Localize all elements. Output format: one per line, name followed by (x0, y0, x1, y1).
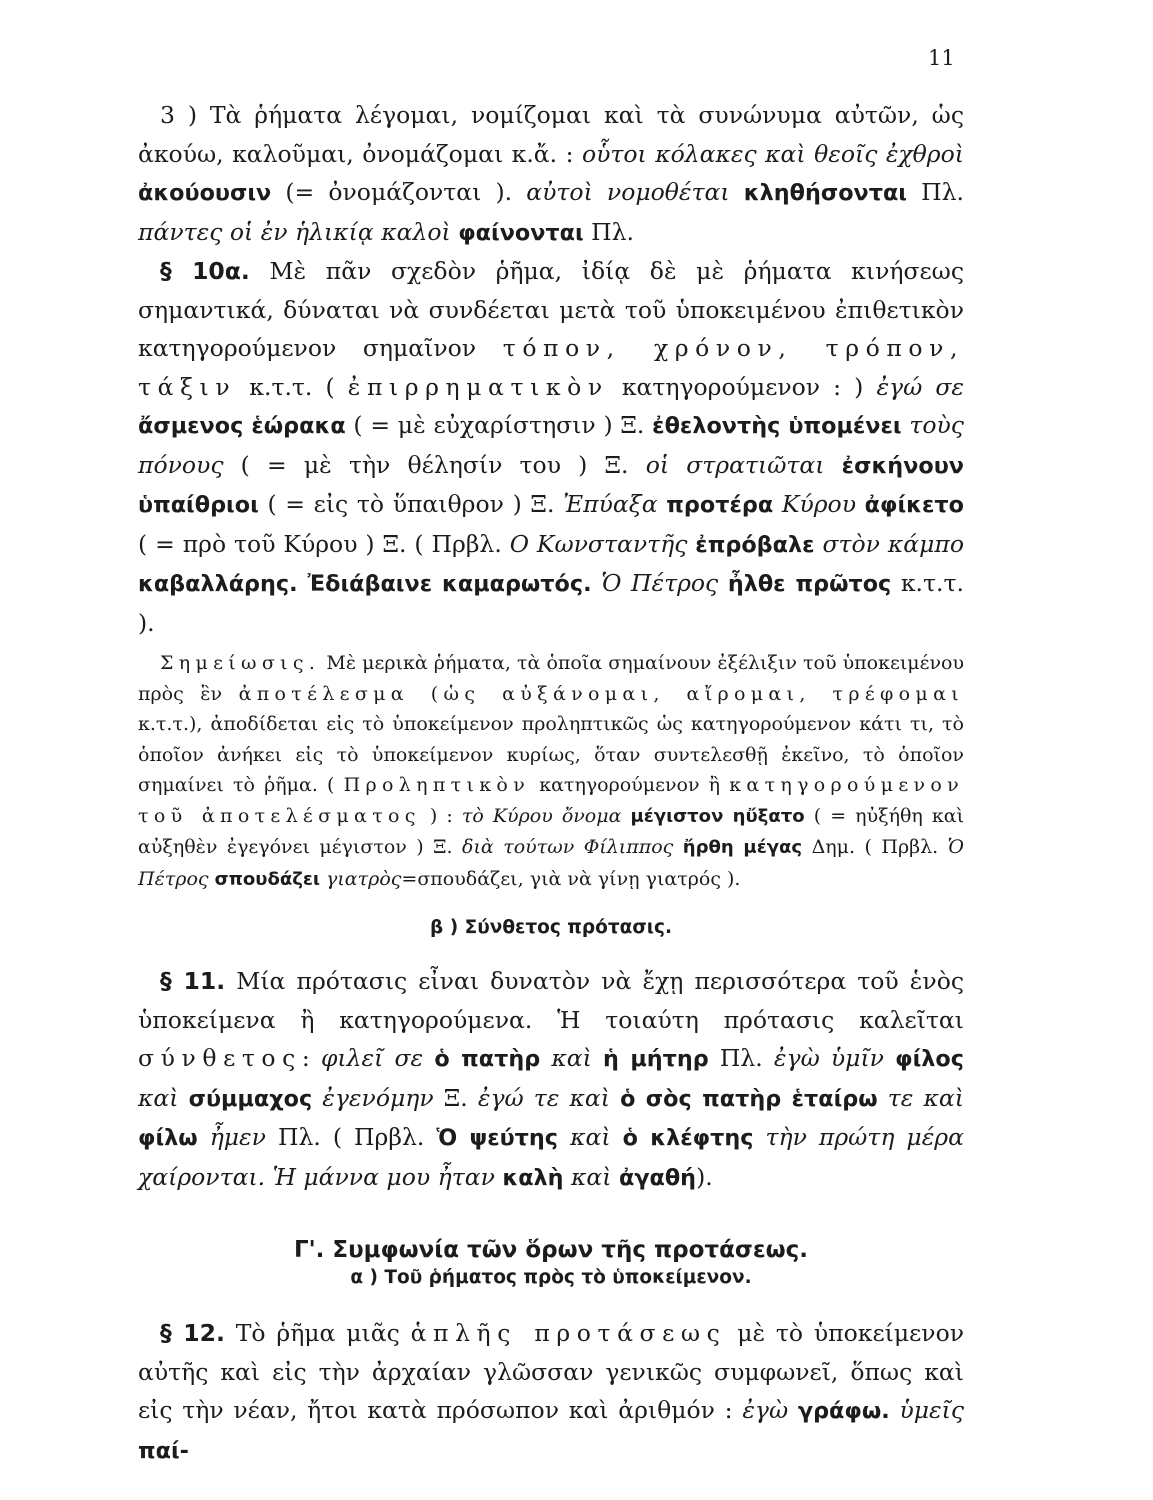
note-label: Σημείωσις. (160, 652, 321, 674)
heading-verb-subject: α ) Τοῦ ῥήματος πρὸς τὸ ὑποκείμενον. (350, 1267, 752, 1288)
section-11: § 11. Μία πρότασις εἶναι δυνατὸν νὰ ἔχῃ περισσότερα τοῦ ἑνὸς ὑποκείμενα ἢ κατηγορούμενα. Ἡ τοιαύτη πρότασις καλεῖται σύνθετος: φιλεῖ σε ὁ πατὴρ καὶ ἡ μήτηρ Πλ. ἐγὼ ὑμῖν φίλος καὶ σύμμαχος ἐγενόμην Ξ. ἐγώ τε καὶ ὁ σὸς πατὴρ ἑταίρω τε καὶ φίλω ἦμεν Πλ. ( Πρβλ. Ὁ ψεύτης καὶ ὁ κλέφτης τὴν πρώτη μέρα χαίρονται. Ἡ μάννα μου ἦταν καλὴ καὶ ἀγαθή). (138, 967, 965, 1191)
page-body (138, 96, 964, 1470)
section-12: § 12. Τὸ ῥῆμα μιᾶς ἁπλῆς προτάσεως μὲ τὸ ὑποκείμενον αὐτῆς καὶ εἰς τὴν ἀρχαίαν γλῶσσαν γενικῶς συμφωνεῖ, ὅπως καὶ εἰς τὴν νέαν, ἤτοι κατὰ πρόσωπον καὶ ἀριθμόν : ἐγὼ γράφω. ὑμεῖς παί- (138, 1319, 965, 1464)
note-paragraph: Σημείωσις. Μὲ μερικὰ ῥήματα, τὰ ὁποῖα σημαίνουν ἐξέλιξιν τοῦ ὑποκειμένου πρὸς ἓν ἀποτέλεσμα (ὡς αὐξάνομαι, αἴρομαι, τρέφομαι κ.τ.τ.), ἀποδίδεται εἰς τὸ ὑποκείμενον προληπτικῶς ὡς κατηγορούμενον κάτι τι, τὸ ὁποῖον ἀνήκει εἰς τὸ ὑποκείμενον κυρίως, ὅταν συντελεσθῇ ἐκεῖνο, τὸ ὁποῖον σημαίνει τὸ ῥῆμα. ( Προληπτικὸν κατηγορούμενον ἢ κατηγορούμενον τοῦ ἀποτελέσματος ) : τὸ Κύρου ὄνομα μέγιστον ηὔξατο ( = ηὐξήθη καὶ αὐξηθὲν ἐγεγόνει μέγιστον ) Ξ. διὰ τούτων Φίλιππος ἤρθη μέγας Δημ. ( Πρβλ. Ὁ Πέτρος σπουδάζει γιατρὸς=σπουδάζει, γιὰ νὰ γίνῃ γιατρός ). (138, 652, 965, 890)
heading-agreement: Γ'. Συμφωνία τῶν ὅρων τῆς προτάσεως. (293, 1237, 808, 1263)
section-mark: § 11. (160, 967, 226, 995)
section-mark: § 12. (160, 1319, 225, 1347)
heading-compound-sentence: β ) Σύνθετος πρότασις. (430, 917, 672, 938)
paragraph-3: 3 ) Τὰ ῥήματα λέγομαι, νομίζομαι καὶ τὰ συνώνυμα αὐτῶν, ὡς ἀκούω, καλοῦμαι, ὀνομάζομαι κ.ἄ. : οὗτοι κόλακες καὶ θεοῖς ἐχθροὶ ἀκούουσιν (= ὀνομάζονται ). αὐτοὶ νομοθέται κληθήσονται Πλ. πάντες οἱ ἐν ἡλικίᾳ καλοὶ φαίνονται Πλ. (138, 101, 965, 246)
section-mark: § 10α. (160, 257, 250, 285)
section-10a: § 10α. Μὲ πᾶν σχεδὸν ῥῆμα, ἰδίᾳ δὲ μὲ ῥήματα κινήσεως σημαντικά, δύναται νὰ συνδέεται μετὰ τοῦ ὑποκειμένου ἐπιθετικὸν κατηγορούμενον σημαῖνον τόπον, χρόνον, τρόπον, τάξιν κ.τ.τ. ( ἐπιρρηματικὸν κατηγορούμενον : ) ἐγώ σε ἄσμενος ἑώρακα ( = μὲ εὐχαρίστησιν ) Ξ. ἐθελοντὴς ὑπομένει τοὺς πόνους ( = μὲ τὴν θέλησίν του ) Ξ. οἱ στρατιῶται ἐσκήνουν ὑπαίθριοι ( = εἰς τὸ ὕπαιθρον ) Ξ. Ἐπύαξα προτέρα Κύρου ἀφίκετο ( = πρὸ τοῦ Κύρου ) Ξ. ( Πρβλ. Ο Κωνσταντῆς ἐπρόβαλε στὸν κάμπο καβαλλάρης. Ἐδιάβαινε καμαρωτός. Ὁ Πέτρος ἦλθε πρῶτος κ.τ.τ. ). (138, 257, 965, 637)
page-number: 11 (928, 46, 955, 70)
